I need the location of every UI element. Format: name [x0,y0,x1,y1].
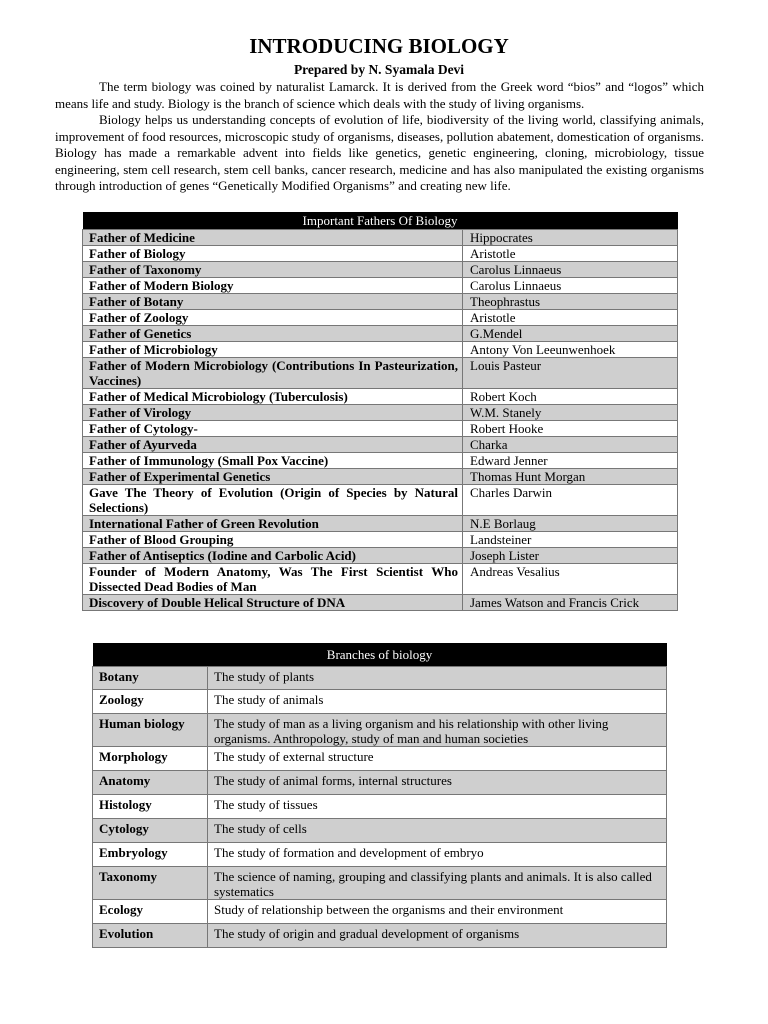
field-cell: Father of Experimental Genetics [83,469,463,485]
field-cell: Father of Ayurveda [83,437,463,453]
field-cell: Father of Medicine [83,230,463,246]
name-cell: Andreas Vesalius [463,564,678,595]
field-cell: Discovery of Double Helical Structure of DNA [83,595,463,611]
table-header-row [93,643,667,667]
field-cell: Father of Zoology [83,310,463,326]
field-cell: Father of Modern Biology [83,278,463,294]
table-row [83,342,678,358]
intro-paragraph: The term biology was coined by naturalist Lamarck. It is derived from the Greek word “bios” and “logos” which means life and study. Biology is the branch of science which deals with the study of living organisms. [55,79,704,111]
name-cell: Joseph Lister [463,548,678,564]
table-row [83,453,678,469]
branch-cell: Zoology [93,690,208,714]
name-cell: Aristotle [463,246,678,262]
description-cell: Study of relationship between the organisms and their environment [208,900,667,924]
field-cell: International Father of Green Revolution [83,516,463,532]
name-cell: Landsteiner [463,532,678,548]
field-cell: Father of Cytology- [83,421,463,437]
field-cell: Father of Medical Microbiology (Tuberculosis) [83,389,463,405]
field-cell: Father of Antiseptics (Iodine and Carbolic Acid) [83,548,463,564]
field-cell: Father of Immunology (Small Pox Vaccine) [83,453,463,469]
description-cell: The study of formation and development of embryo [208,843,667,867]
table-row [93,714,667,747]
name-cell: Robert Hooke [463,421,678,437]
name-cell: G.Mendel [463,326,678,342]
field-cell: Father of Botany [83,294,463,310]
field-cell: Father of Blood Grouping [83,532,463,548]
name-cell: Charles Darwin [463,485,678,516]
branch-cell: Anatomy [93,771,208,795]
table-row [83,358,678,389]
table-row [83,262,678,278]
description-cell: The study of animal forms, internal structures [208,771,667,795]
author-line: Prepared by N. Syamala Devi [293,62,465,77]
description-cell: The study of tissues [208,795,667,819]
field-cell: Father of Virology [83,405,463,421]
branch-cell: Histology [93,795,208,819]
intro-paragraph: Biology helps us understanding concepts of evolution of life, biodiversity of the living world, classifying animals, improvement of food resources, microscopic study of organisms, diseases, pollution abatement, domestication of organisms. Biology has made a remarkable advent into fields like genetics, genetic engineering, cloning, microbiology, tissue engineering, stem cell research, stem cell banks, cancer research, medicine and has also manipulated the existing organisms through introduction of genes “Genetically Modified Organisms” and creating new life. [55,112,704,193]
description-cell: The study of animals [208,690,667,714]
description-cell: The study of man as a living organism and his relationship with other living organisms. Anthropology, study of man and human societies [208,714,667,747]
name-cell: Edward Jenner [463,453,678,469]
name-cell: Carolus Linnaeus [463,262,678,278]
table-row [93,819,667,843]
branch-cell: Cytology [93,819,208,843]
table-row [83,485,678,516]
table-row [83,469,678,485]
table-row [83,421,678,437]
name-cell: Antony Von Leeunwenhoek [463,342,678,358]
field-cell: Father of Modern Microbiology (Contributions In Pasteurization, Vaccines) [83,358,463,389]
branch-cell: Botany [93,667,208,690]
table-row [93,747,667,771]
name-cell: James Watson and Francis Crick [463,595,678,611]
table-row [83,516,678,532]
description-cell: The study of cells [208,819,667,843]
branch-cell: Morphology [93,747,208,771]
field-cell: Founder of Modern Anatomy, Was The First Scientist Who Dissected Dead Bodies of Man [83,564,463,595]
table-row [93,795,667,819]
table-row [83,246,678,262]
table-row [93,771,667,795]
table-header: Branches of biology [93,643,667,667]
name-cell: Charka [463,437,678,453]
table-row [83,405,678,421]
description-cell: The science of naming, grouping and classifying plants and animals. It is also called systematics [208,867,667,900]
table-row [93,900,667,924]
table-row [83,326,678,342]
table-row [93,843,667,867]
page-title: INTRODUCING BIOLOGY [249,34,509,58]
branches-of-biology-table [92,643,667,948]
branch-cell: Embryology [93,843,208,867]
table-header: Important Fathers Of Biology [83,212,678,230]
name-cell: Carolus Linnaeus [463,278,678,294]
branch-cell: Taxonomy [93,867,208,900]
field-cell: Father of Microbiology [83,342,463,358]
table-row [93,867,667,900]
name-cell: Thomas Hunt Morgan [463,469,678,485]
field-cell: Father of Taxonomy [83,262,463,278]
name-cell: Aristotle [463,310,678,326]
name-cell: Robert Koch [463,389,678,405]
table-header-row [83,212,678,230]
field-cell: Father of Biology [83,246,463,262]
branch-cell: Evolution [93,924,208,948]
table-row [93,690,667,714]
name-cell: N.E Borlaug [463,516,678,532]
table-row [83,230,678,246]
table-row [83,564,678,595]
table-row [83,437,678,453]
table-row [83,310,678,326]
intro-text [55,79,704,195]
description-cell: The study of origin and gradual development of organisms [208,924,667,948]
table-row [83,294,678,310]
fathers-of-biology-table [82,212,678,611]
name-cell: Hippocrates [463,230,678,246]
branch-cell: Ecology [93,900,208,924]
table-row [83,532,678,548]
name-cell: W.M. Stanely [463,405,678,421]
field-cell: Gave The Theory of Evolution (Origin of Species by Natural Selections) [83,485,463,516]
branch-cell: Human biology [93,714,208,747]
table-row [83,278,678,294]
name-cell: Theophrastus [463,294,678,310]
name-cell: Louis Pasteur [463,358,678,389]
field-cell: Father of Genetics [83,326,463,342]
description-cell: The study of plants [208,667,667,690]
table-row [83,548,678,564]
description-cell: The study of external structure [208,747,667,771]
table-row [83,595,678,611]
table-row [93,924,667,948]
table-row [83,389,678,405]
table-row [93,667,667,690]
